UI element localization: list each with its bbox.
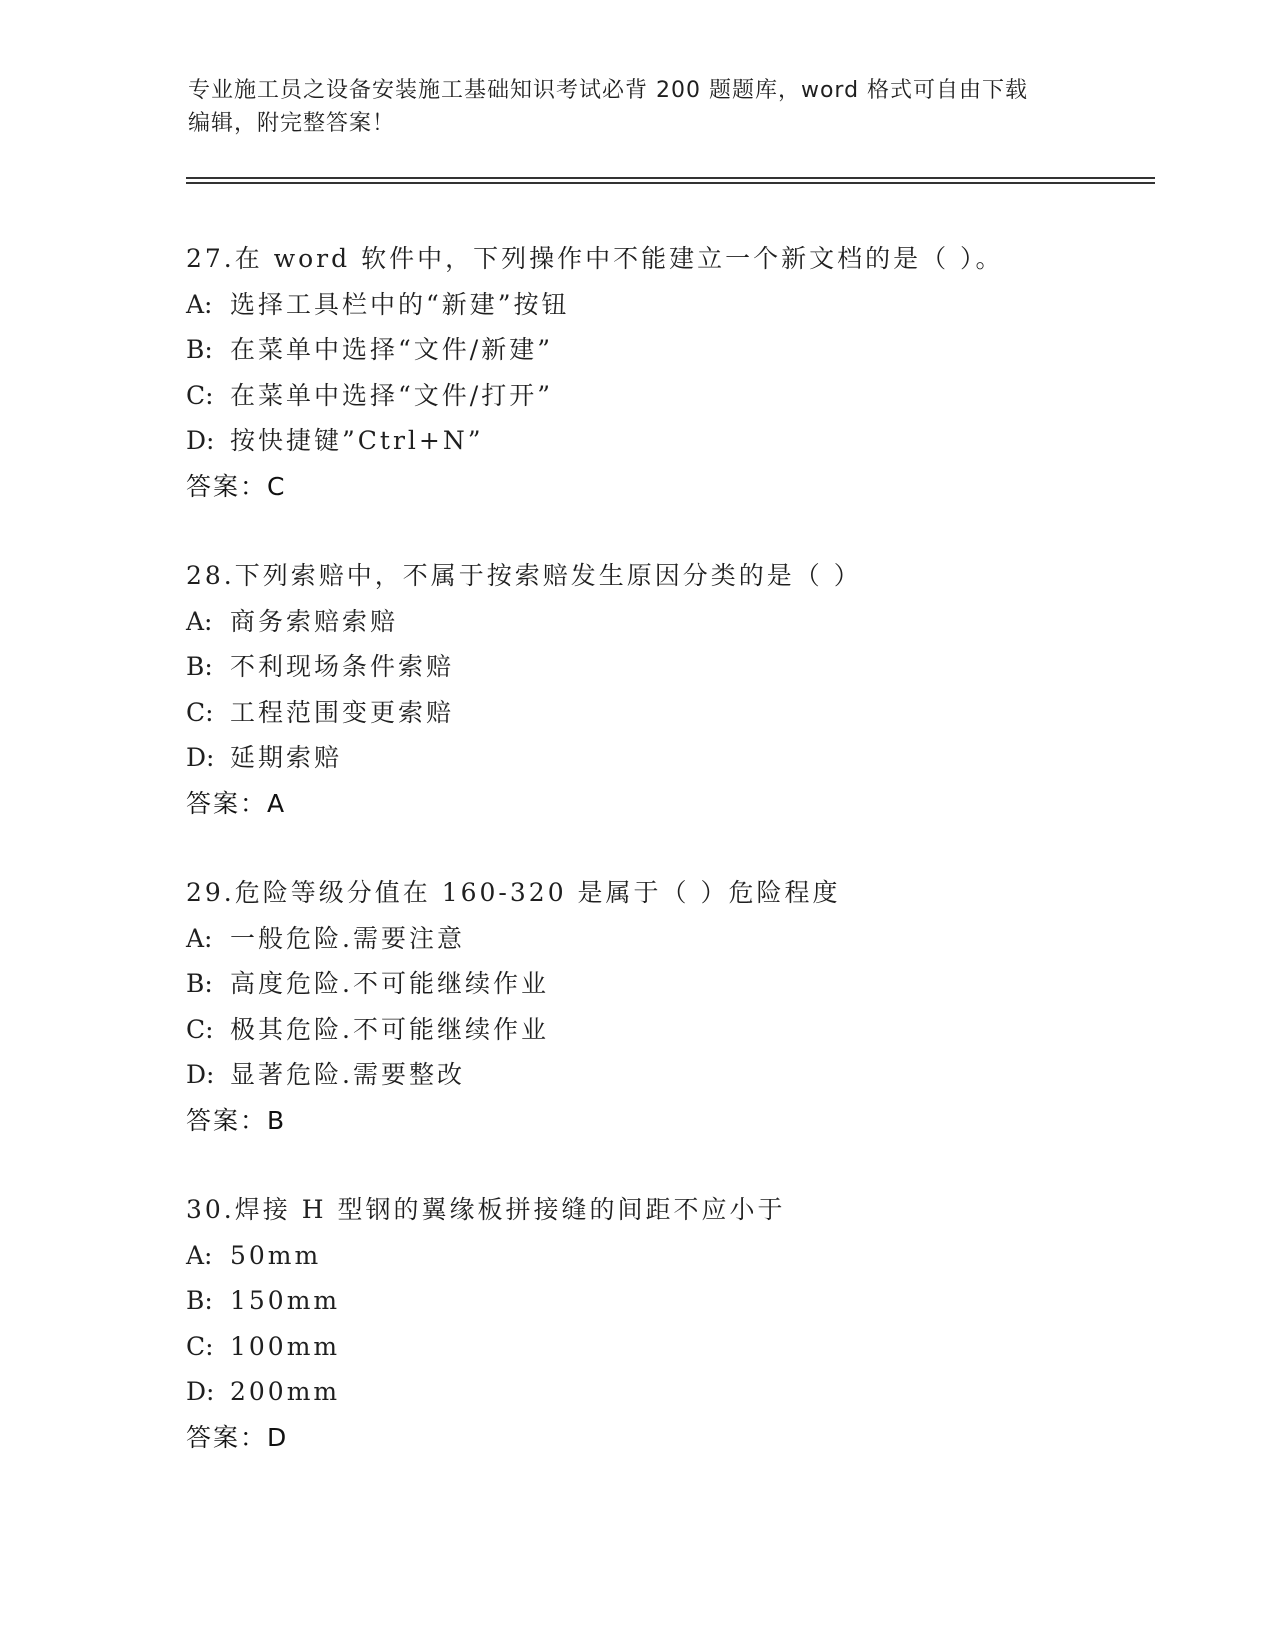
option-d xyxy=(186,1369,1146,1415)
option-a xyxy=(186,282,1146,328)
question-number: 27. xyxy=(186,244,235,273)
document-header xyxy=(188,74,1088,140)
option-key: C: xyxy=(186,380,214,410)
question-text: 下列索赔中，不属于按索赔发生原因分类的是（ ） xyxy=(234,561,862,590)
option-text: 极其危险.不可能继续作业 xyxy=(230,1014,549,1044)
question-number: 30. xyxy=(186,1195,235,1224)
option-text: 一般危险.需要注意 xyxy=(230,923,465,953)
question-stem xyxy=(186,553,1146,599)
question-number: 29. xyxy=(186,878,235,907)
question-stem xyxy=(186,236,1146,282)
answer: 答案：B xyxy=(186,1105,287,1135)
option-key: C: xyxy=(186,697,214,727)
option-text: 200mm xyxy=(230,1377,341,1406)
option-key: C: xyxy=(186,1014,214,1044)
option-c xyxy=(186,1007,1146,1053)
option-key: D: xyxy=(186,1377,215,1406)
option-key: D: xyxy=(186,426,215,455)
option-text: 商务索赔索赔 xyxy=(230,606,399,636)
option-b xyxy=(186,1278,1146,1324)
answer: 答案：A xyxy=(186,788,287,818)
option-key: B: xyxy=(186,335,213,364)
option-key: C: xyxy=(186,1331,214,1361)
question-text: 在 word 软件中，下列操作中不能建立一个新文档的是（ ）。 xyxy=(234,244,1004,273)
option-text: 不利现场条件索赔 xyxy=(230,652,455,681)
option-a xyxy=(186,599,1146,645)
option-key: B: xyxy=(186,1286,213,1315)
answer: 答案：D xyxy=(186,1422,289,1452)
header-divider-bottom xyxy=(186,182,1155,184)
question-text: 焊接 H 型钢的翼缘板拼接缝的间距不应小于 xyxy=(234,1195,786,1224)
option-text: 50mm xyxy=(230,1240,322,1270)
option-a xyxy=(186,916,1146,962)
question-stem xyxy=(186,1187,1146,1233)
option-b xyxy=(186,327,1146,373)
option-key: A: xyxy=(186,289,213,319)
option-a xyxy=(186,1233,1146,1279)
answer: 答案：C xyxy=(186,471,287,501)
header-title-line-1: 专业施工员之设备安装施工基础知识考试必背 200 题题库，word 格式可自由下载 xyxy=(188,78,1029,103)
option-text: 高度危险.不可能继续作业 xyxy=(230,969,549,998)
option-d xyxy=(186,735,1146,781)
option-key: B: xyxy=(186,969,213,998)
option-text: 延期索赔 xyxy=(230,743,343,772)
option-c xyxy=(186,690,1146,736)
option-d xyxy=(186,1052,1146,1098)
question-stem xyxy=(186,870,1146,916)
option-text: 在菜单中选择“文件/打开” xyxy=(230,380,553,410)
option-text: 工程范围变更索赔 xyxy=(230,697,455,727)
option-text: 选择工具栏中的“新建”按钮 xyxy=(230,289,570,319)
question-27 xyxy=(186,236,1146,509)
question-29 xyxy=(186,870,1146,1143)
option-text: 显著危险.需要整改 xyxy=(230,1060,465,1089)
option-b xyxy=(186,644,1146,690)
option-text: 按快捷键”Ctrl+N” xyxy=(230,426,484,455)
option-text: 150mm xyxy=(230,1286,341,1315)
question-number: 28. xyxy=(186,561,235,590)
question-30 xyxy=(186,1187,1146,1460)
option-key: D: xyxy=(186,743,215,772)
option-text: 100mm xyxy=(230,1331,341,1361)
option-b xyxy=(186,961,1146,1007)
option-key: A: xyxy=(186,923,213,953)
question-list xyxy=(186,236,1146,1504)
option-c xyxy=(186,1324,1146,1370)
option-key: A: xyxy=(186,1240,213,1270)
option-d xyxy=(186,418,1146,464)
option-c xyxy=(186,373,1146,419)
option-key: D: xyxy=(186,1060,215,1089)
question-text: 危险等级分值在 160-320 是属于（ ）危险程度 xyxy=(234,878,841,907)
header-title-line-2: 编辑，附完整答案！ xyxy=(188,111,396,136)
header-divider-top xyxy=(186,177,1155,179)
option-key: A: xyxy=(186,606,213,636)
option-key: B: xyxy=(186,652,213,681)
question-28 xyxy=(186,553,1146,826)
option-text: 在菜单中选择“文件/新建” xyxy=(230,335,553,364)
